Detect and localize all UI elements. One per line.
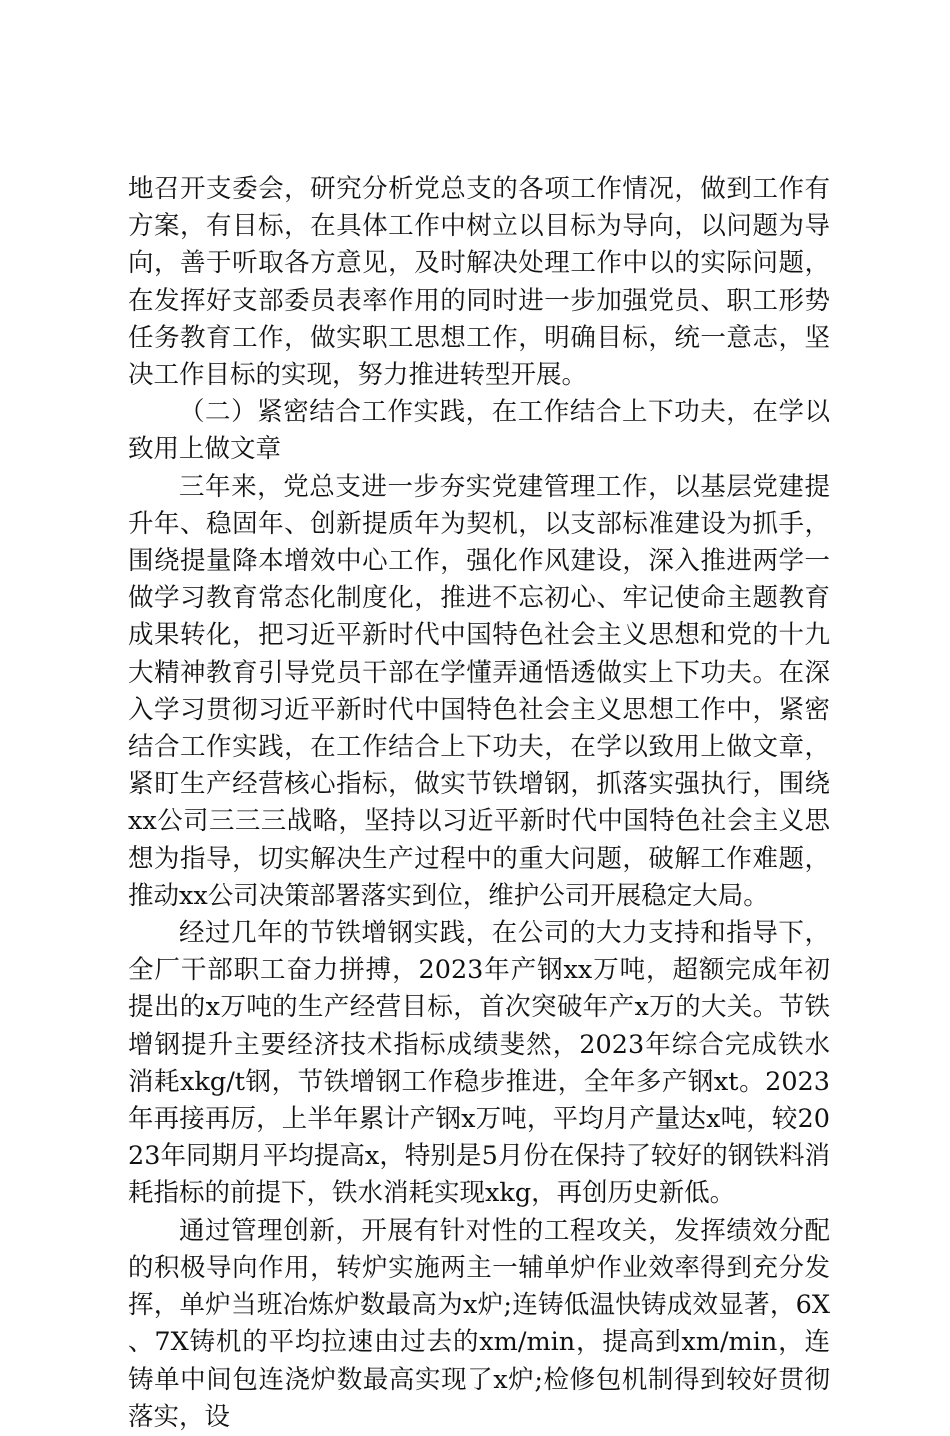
paragraph-steel-production: 经过几年的节铁增钢实践，在公司的大力支持和指导下，全厂干部职工奋力拼搏，2023年产钢xx万吨，超额完成年初提出的x万吨的生产经营目标，首次突破年产x万的大关。节铁增钢提升主要经济技术指标成绩斐然，2023年综合完成铁水消耗xkg/t钢，节铁增钢工作稳步推进，全年多产钢xt。2023年再接再厉，上半年累计产钢x万吨，平均月产量达x吨，较2023年同期月平均提高x，特别是5月份在保持了较好的钢铁料消耗指标的前提下，铁水消耗实现xkg，再创历史新低。 (128, 918, 830, 1209)
document-page (128, 171, 830, 1436)
section-heading: （二）紧密结合工作实践，在工作结合上下功夫，在学以致用上做文章 (128, 397, 830, 465)
paragraph-management-innovation: 通过管理创新，开展有针对性的工程攻关，发挥绩效分配的积极导向作用，转炉实施两主一辅单炉作业效率得到充分发挥，单炉当班冶炼炉数最高为x炉;连铸低温快铸成效显著，6X、7X铸机的平均拉速由过去的xm/min，提高到xm/min，连铸单中间包连浇炉数最高实现了x炉;检修包机制得到较好贯彻落实，设 (128, 1215, 830, 1432)
paragraph-continuation: 地召开支委会，研究分析党总支的各项工作情况，做到工作有方案，有目标，在具体工作中树立以目标为导向，以问题为导向，善于听取各方意见，及时解决处理工作中以的实际问题，在发挥好支部委员表率作用的同时进一步加强党员、职工形势任务教育工作，做实职工思想工作，明确目标，统一意志，坚决工作目标的实现，努力推进转型开展。 (128, 174, 830, 391)
paragraph-party-building: 三年来，党总支进一步夯实党建管理工作，以基层党建提升年、稳固年、创新提质年为契机，以支部标准建设为抓手，围绕提量降本增效中心工作，强化作风建设，深入推进两学一做学习教育常态化制度化，推进不忘初心、牢记使命主题教育成果转化，把习近平新时代中国特色社会主义思想和党的十九大精神教育引导党员干部在学懂弄通悟透做实上下功夫。在深入学习贯彻习近平新时代中国特色社会主义思想工作中，紧密结合工作实践，在工作结合上下功夫，在学以致用上做文章，紧盯生产经营核心指标，做实节铁增钢，抓落实强执行，围绕xx公司三三三战略，坚持以习近平新时代中国特色社会主义思想为指导，切实解决生产过程中的重大问题，破解工作难题，推动xx公司决策部署落实到位，维护公司开展稳定大局。 (128, 471, 830, 911)
